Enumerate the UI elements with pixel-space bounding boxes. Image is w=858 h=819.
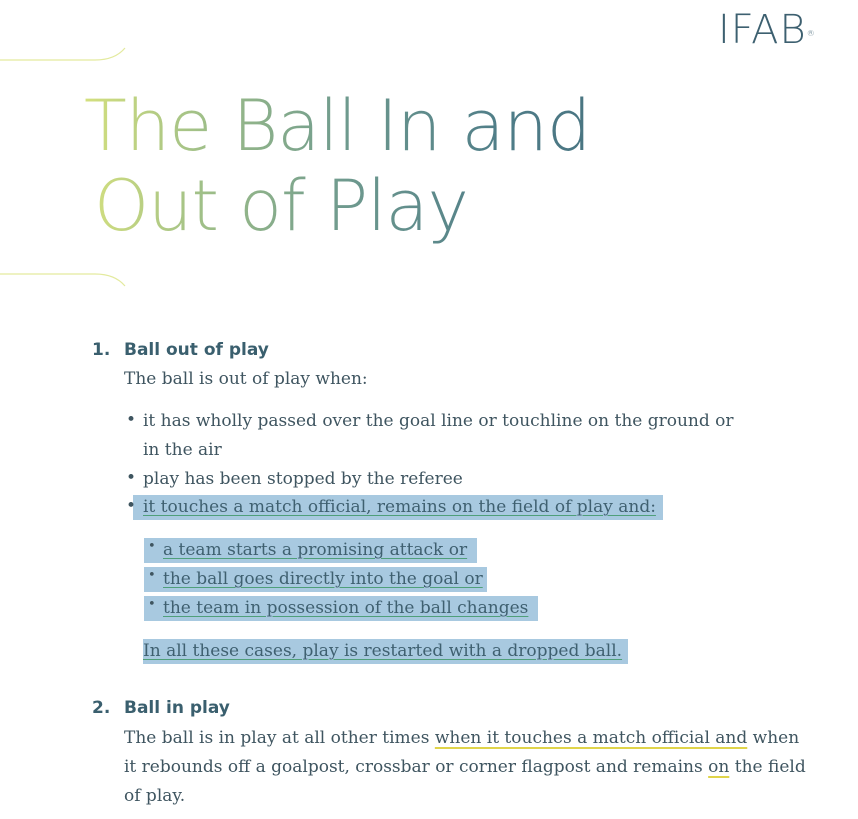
- underlined-phrase: when it touches a match official and: [434, 728, 748, 748]
- section-2-number: 2.: [92, 698, 111, 718]
- section-2-line-2: it rebounds off a goalpost, crossbar or corner flagpost and remains on the field: [124, 757, 806, 777]
- sub-bullet-dot: •: [148, 539, 156, 554]
- bullet-dot: •: [126, 410, 137, 430]
- title-line-1: The Ball In and: [84, 85, 591, 167]
- sub-bullet-dot: •: [148, 597, 156, 612]
- bullet-3: it touches a match official, remains on the field of play and:: [143, 497, 656, 517]
- bottom-decorative-curve: [0, 268, 130, 308]
- bullet-1-line-2: in the air: [143, 440, 222, 460]
- underlined-word: on: [708, 757, 730, 777]
- ifab-logo: IFAB®: [718, 7, 816, 53]
- section-1-heading: Ball out of play: [124, 340, 269, 360]
- title-line-2: Out of Play: [94, 165, 468, 247]
- sub-bullet-2: the ball goes directly into the goal or: [163, 569, 483, 589]
- section-2-line-3: of play.: [124, 786, 186, 806]
- sub-bullet-3: the team in possession of the ball changes: [163, 598, 529, 618]
- bullet-dot: •: [126, 496, 137, 516]
- section-1-number: 1.: [92, 340, 111, 360]
- section-1-closing: In all these cases, play is restarted with a dropped ball.: [143, 641, 623, 661]
- section-2-line-1: The ball is in play at all other times when it touches a match official and when: [124, 728, 800, 748]
- section-1-intro: The ball is out of play when:: [124, 369, 368, 389]
- bullet-1-line-1: it has wholly passed over the goal line or touchline on the ground or: [143, 411, 734, 431]
- page-title: [84, 86, 590, 246]
- bullet-2: play has been stopped by the referee: [143, 469, 463, 489]
- section-2-heading: Ball in play: [124, 698, 230, 718]
- bullet-dot: •: [126, 468, 137, 488]
- sub-bullet-1: a team starts a promising attack or: [163, 540, 468, 560]
- sub-bullet-dot: •: [148, 568, 156, 583]
